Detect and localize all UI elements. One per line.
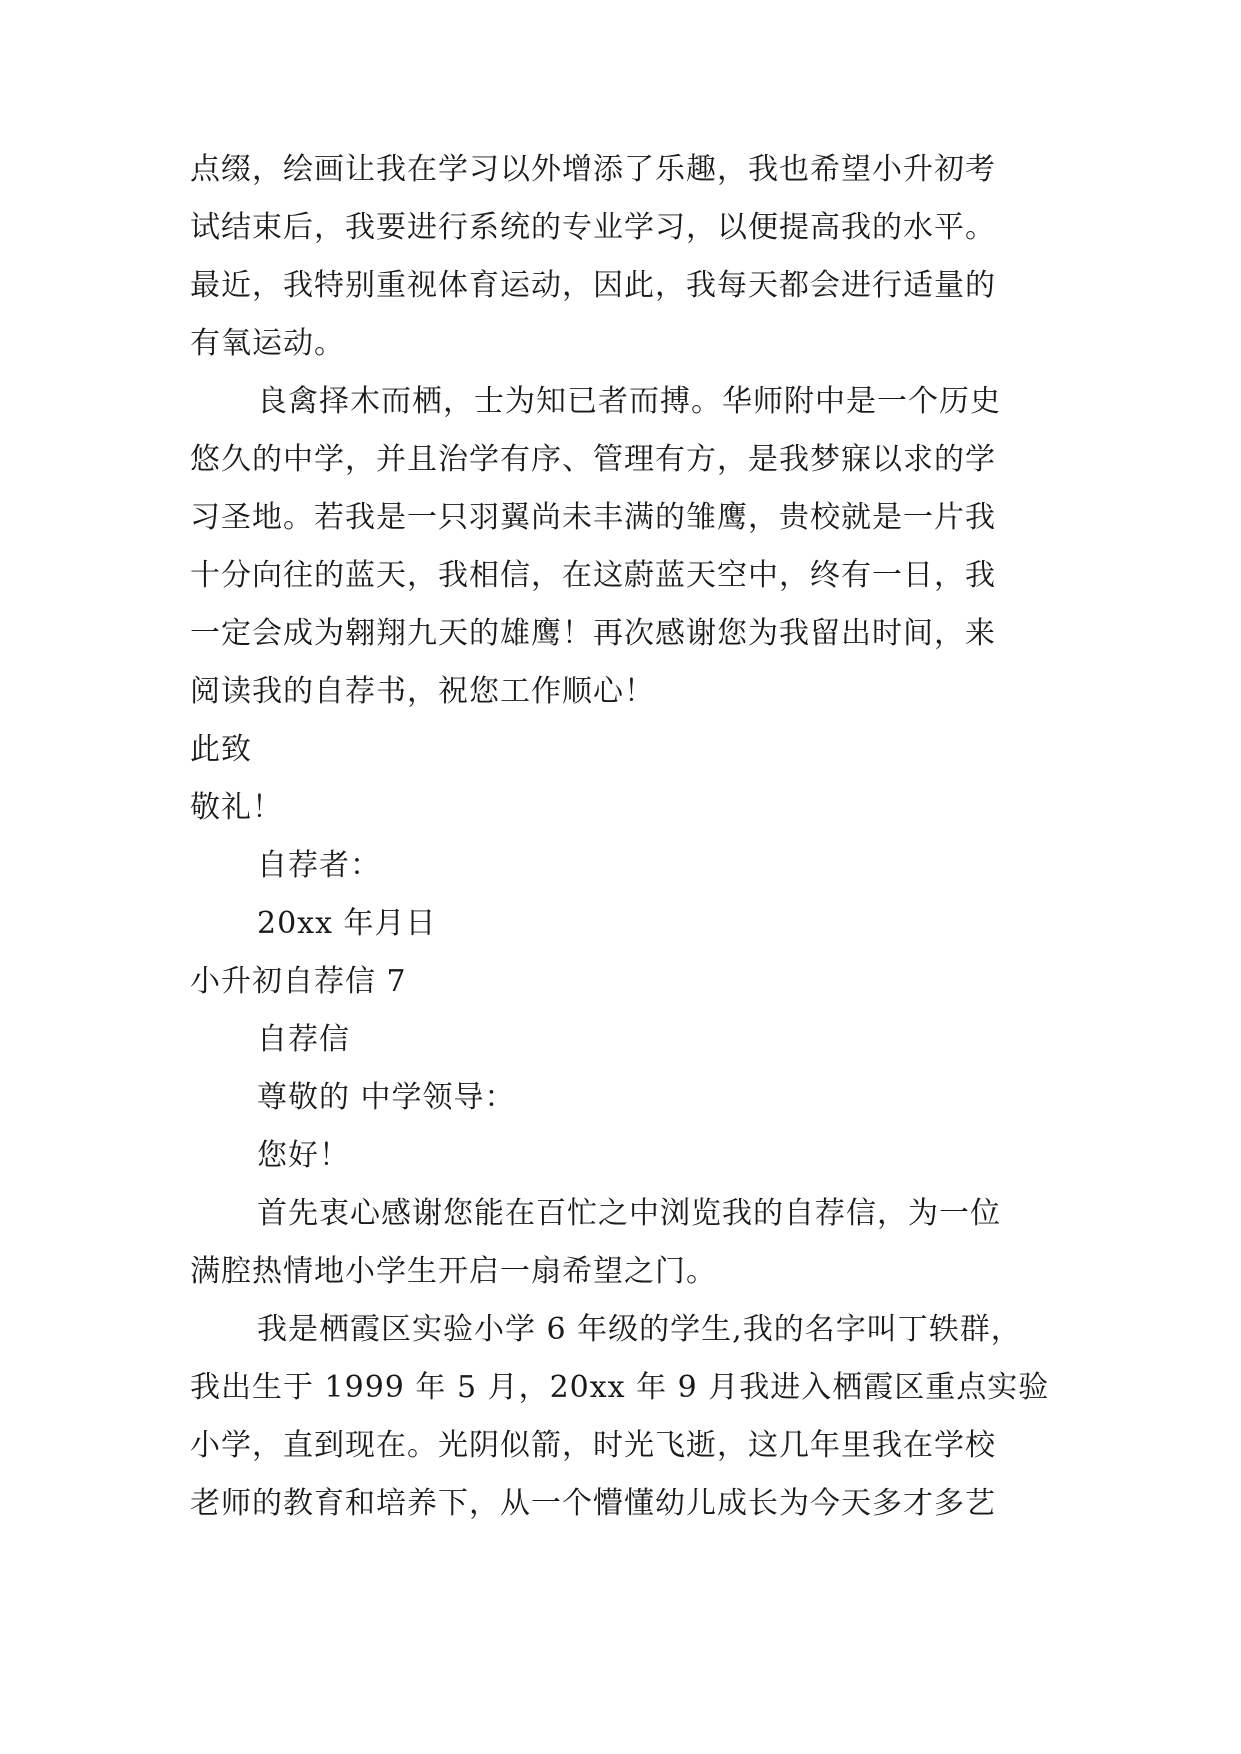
body-text-line: 阅读我的自荐书，祝您工作顺心！ [190, 674, 655, 709]
body-text-line: 一定会成为翱翔九天的雄鹰！再次感谢您为我留出时间，来 [190, 616, 996, 651]
body-text-line: 点缀，绘画让我在学习以外增添了乐趣，我也希望小升初考 [190, 152, 996, 187]
letter-greeting: 尊敬的 中学领导： [257, 1080, 516, 1115]
paragraph-first-line: 我是栖霞区实验小学 6 年级的学生,我的名字叫丁轶群， [257, 1312, 1022, 1347]
body-text-line: 小学，直到现在。光阴似箭，时光飞逝，这几年里我在学校 [190, 1428, 996, 1463]
body-text-line: 习圣地。若我是一只羽翼尚未丰满的雏鹰，贵校就是一片我 [190, 500, 996, 535]
section-heading: 小升初自荐信 7 [190, 964, 407, 999]
paragraph-first-line: 良禽择木而栖，士为知已者而搏。华师附中是一个历史 [257, 384, 1001, 419]
body-text-line: 我出生于 1999 年 5 月，20xx 年 9 月我进入栖霞区重点实验 [190, 1370, 1050, 1405]
body-text-line: 试结束后，我要进行系统的专业学习，以便提高我的水平。 [190, 210, 996, 245]
letter-title: 自荐信 [257, 1022, 350, 1057]
body-text-line: 满腔热情地小学生开启一扇希望之门。 [190, 1254, 717, 1289]
body-text-line: 悠久的中学，并且治学有序、管理有方，是我梦寐以求的学 [190, 442, 996, 477]
body-text-line: 老师的教育和培养下，从一个懵懂幼儿成长为今天多才多艺 [190, 1486, 996, 1521]
letter-hello: 您好！ [257, 1138, 350, 1173]
date-line: 20xx 年月日 [257, 906, 437, 941]
paragraph-first-line: 首先衷心感谢您能在百忙之中浏览我的自荐信，为一位 [257, 1196, 1001, 1231]
body-text-line: 最近，我特别重视体育运动，因此，我每天都会进行适量的 [190, 268, 996, 303]
body-text-line: 十分向往的蓝天，我相信，在这蔚蓝天空中，终有一日，我 [190, 558, 996, 593]
body-text-line: 有氧运动。 [190, 326, 345, 361]
closing-line: 此致 [190, 732, 252, 767]
signature-line: 自荐者： [257, 848, 381, 883]
salutation-line: 敬礼！ [190, 790, 283, 825]
